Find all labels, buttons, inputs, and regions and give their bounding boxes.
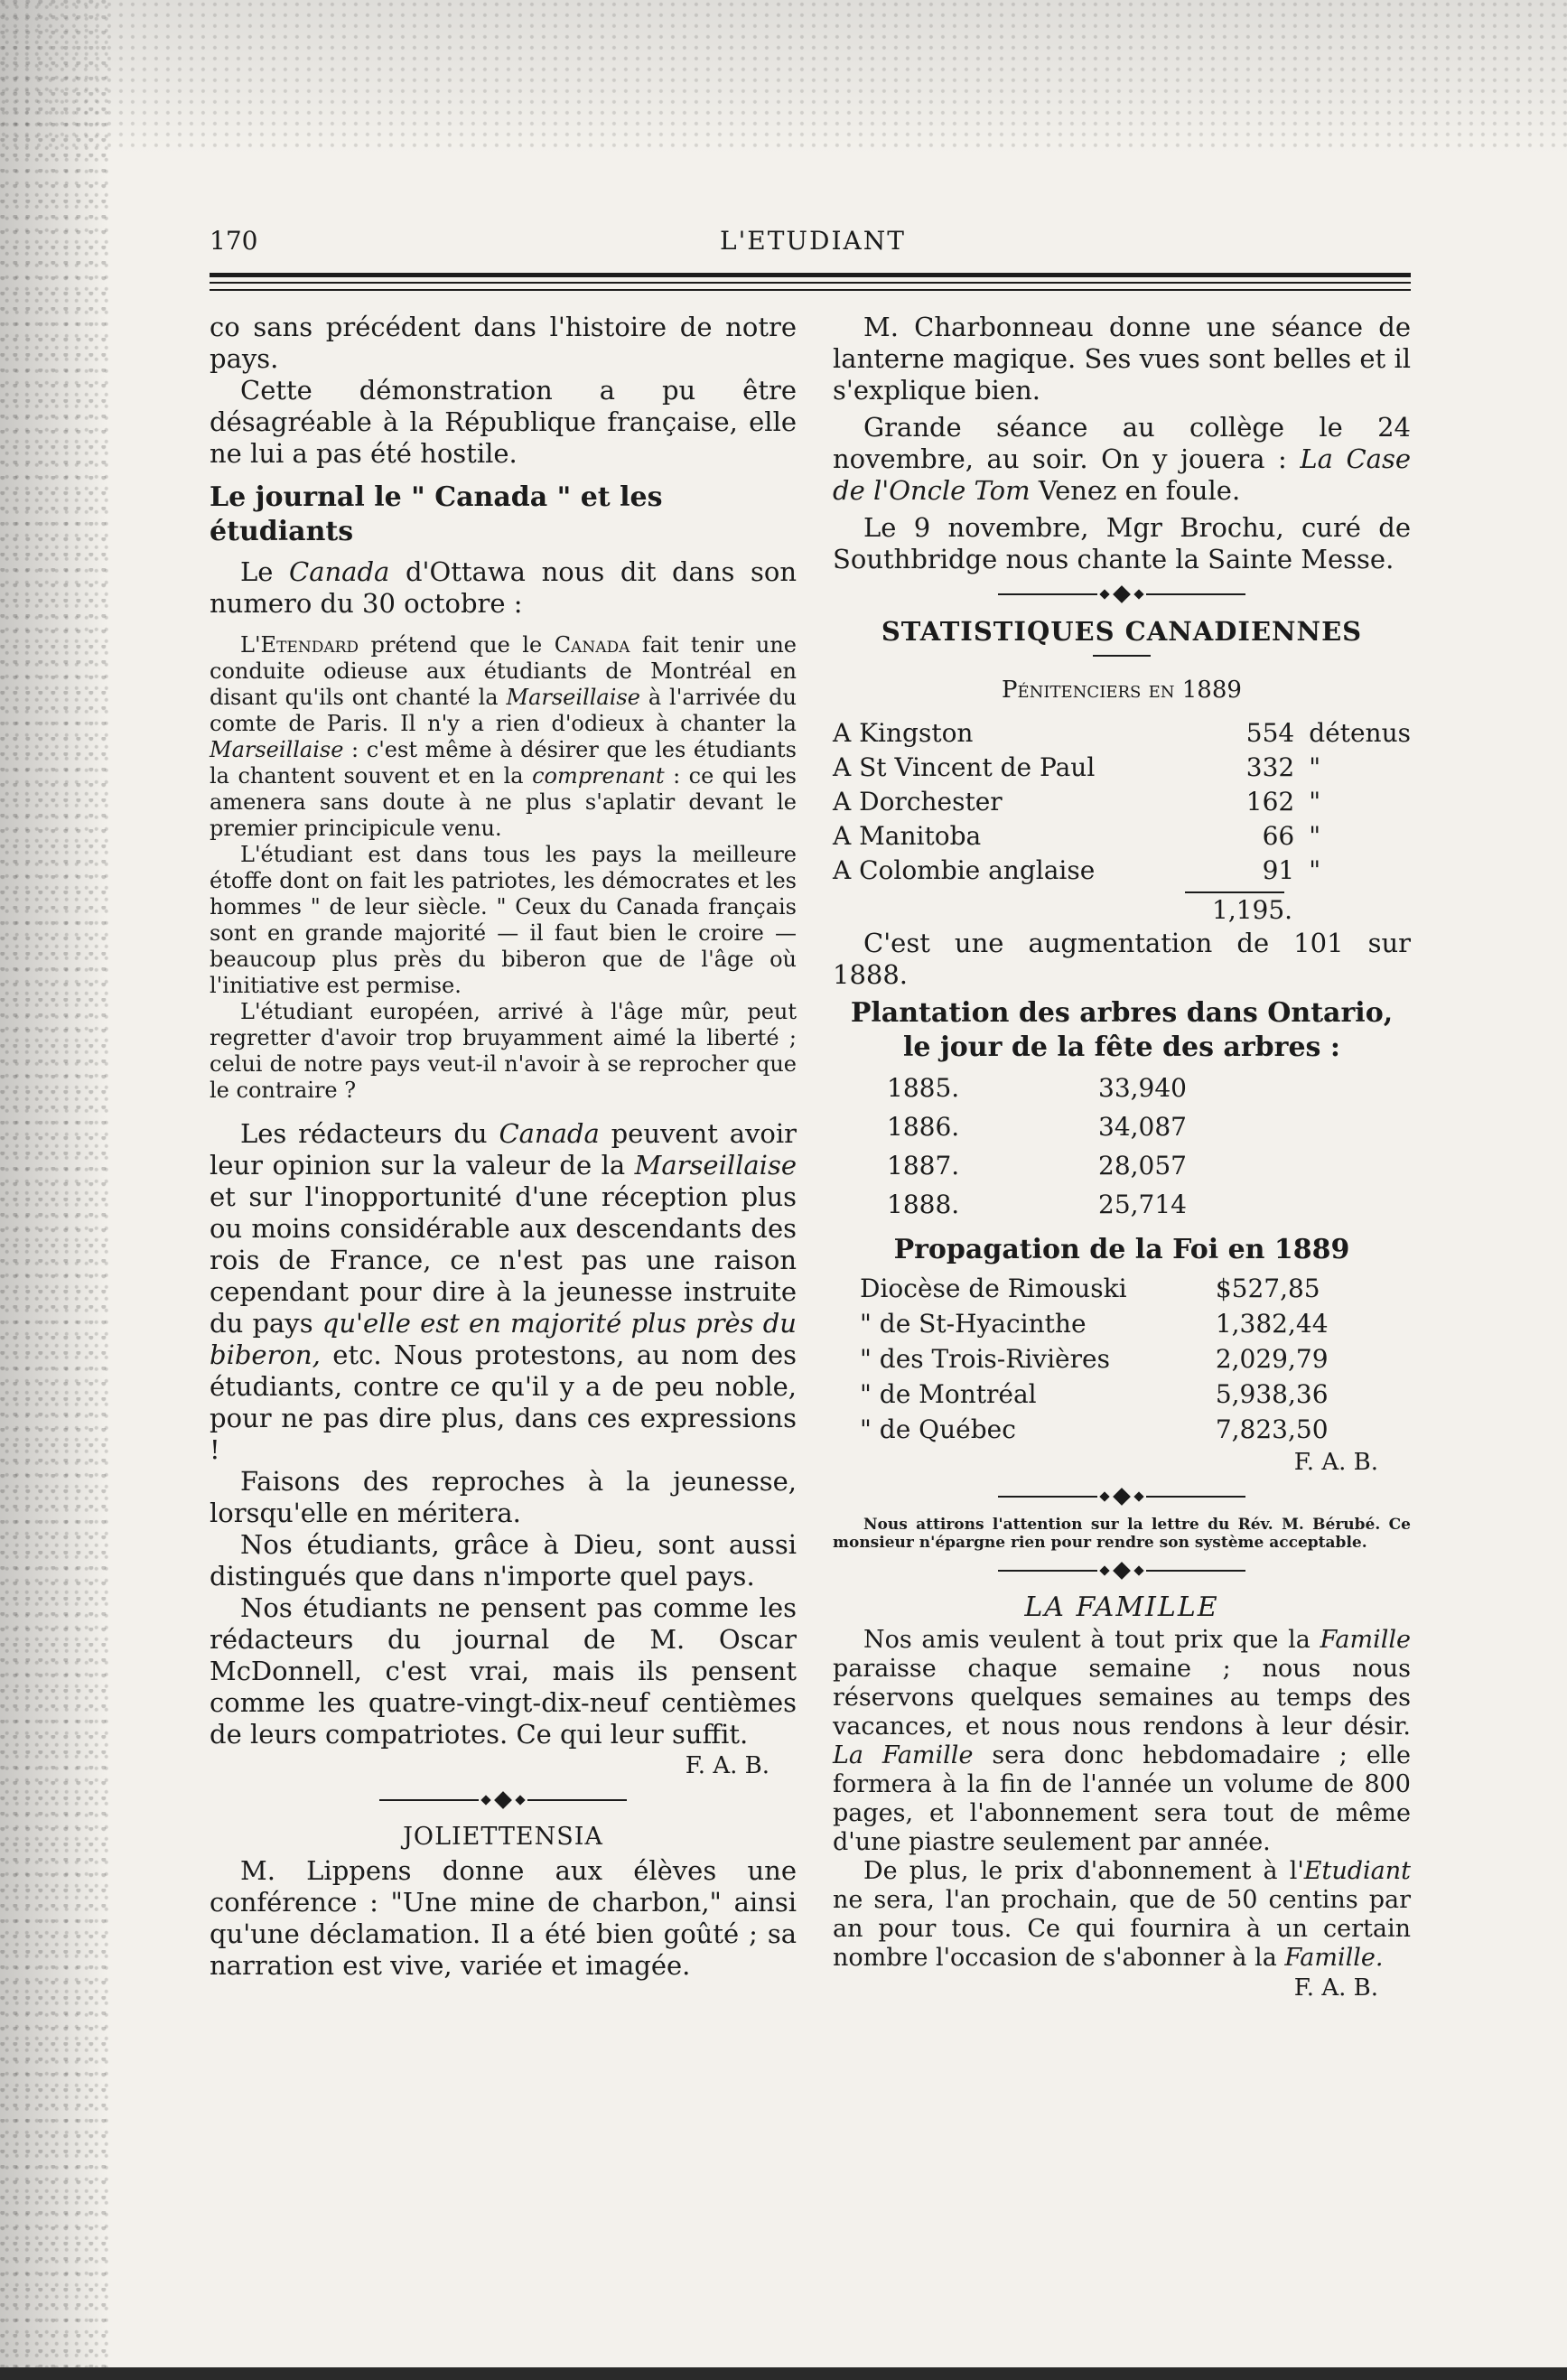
diocese-name: " de Québec xyxy=(860,1414,1016,1444)
diocese-amount: $527,85 xyxy=(1215,1274,1320,1303)
paragraph: Cette démonstration a pu être désagréable à la République française, elle ne lui a pas été hostile. xyxy=(210,375,797,469)
diocese-amount: 1,382,44 xyxy=(1215,1309,1329,1339)
diocese-amount: 7,823,50 xyxy=(1215,1414,1329,1444)
section-ornament xyxy=(833,1557,1411,1584)
penitentiary-unit: " xyxy=(1309,787,1321,817)
penitentiary-unit: " xyxy=(1309,855,1321,885)
table-row xyxy=(887,1069,1357,1107)
table-row xyxy=(833,716,1411,751)
penitentiary-name: A Kingston xyxy=(833,718,974,748)
penitentiary-unit: " xyxy=(1309,821,1321,851)
paragraph: C'est une augmentation de 101 sur 1888. xyxy=(833,928,1411,990)
tree-count: 28,057 xyxy=(1098,1151,1187,1181)
header-rule-double xyxy=(210,289,1411,291)
penitentiary-unit: " xyxy=(1309,752,1321,782)
table-row xyxy=(860,1412,1366,1447)
table-row xyxy=(887,1185,1357,1224)
table-row xyxy=(833,819,1411,854)
table-row xyxy=(860,1341,1366,1377)
paragraph: Grande séance au collège le 24 novembre, au soir. On y jouera : La Case de l'Oncle Tom Venez en foule. xyxy=(833,412,1412,506)
section-ornament xyxy=(833,1483,1411,1510)
page-number: 170 xyxy=(210,226,258,256)
diocese-name: " de St-Hyacinthe xyxy=(860,1309,1087,1339)
diocese-name: " de Montréal xyxy=(860,1379,1037,1409)
table-row xyxy=(833,854,1411,888)
editor-note: Nous attirons l'attention sur la lettre du Rév. M. Bérubé. Ce monsieur n'épargne rien pour rendre son système acceptable. xyxy=(833,1516,1411,1552)
paragraph: Nos étudiants ne pensent pas comme les rédacteurs du journal de M. Oscar McDonnell, c'est vrai, mais ils pensent comme les quatre-vingt-dix-neuf centièmes de leurs compatriotes. Ce qui leur suffit. xyxy=(210,1592,797,1750)
table-row xyxy=(833,785,1411,819)
signature: F. A. B. xyxy=(1293,1449,1378,1476)
penitentiary-count: 66 xyxy=(1262,821,1295,851)
section-ornament xyxy=(833,581,1411,608)
scan-noise-top xyxy=(0,0,1567,154)
penitentiary-total: 1,195. xyxy=(1212,895,1293,925)
paragraph: Nos étudiants, grâce à Dieu, sont aussi distingués que dans n'importe quel pays. xyxy=(210,1529,797,1591)
penitentiary-name: A Colombie anglaise xyxy=(833,855,1096,885)
sub-heading: Pénitenciers en 1889 xyxy=(1002,677,1242,704)
tree-count: 25,714 xyxy=(1098,1190,1187,1219)
diocese-name: Diocèse de Rimouski xyxy=(860,1274,1127,1303)
table-row xyxy=(887,1146,1357,1185)
tree-count: 33,940 xyxy=(1098,1073,1187,1103)
signature: F. A. B. xyxy=(1293,1974,1378,2002)
right-column xyxy=(833,312,1411,2003)
penitentiary-name: A Manitoba xyxy=(833,821,982,851)
quoted-paragraph: L'étudiant européen, arrivé à l'âge mûr, peut regretter d'avoir trop bruyamment aimé la liberté ; celui de notre pays veut-il n'avoir à se reprocher que le contraire ? xyxy=(210,999,797,1103)
article-heading: Le journal le " Canada " et les étudiants xyxy=(210,481,663,547)
paragraph: Les rédacteurs du Canada peuvent avoir leur opinion sur la valeur de la Marseillaise et sur l'inopportunité d'une réception plus ou moins considérable aux descendants des rois de France, ce n'est pas une raison cependant pour dire à la jeunesse instruite du pays qu'elle est en majorité plus près du biberon, etc. Nous protestons, au nom des étudiants, contre ce qu'il y a de peu noble, pour ne pas dire plus, dans ces expressions ! xyxy=(210,1118,797,1465)
table-row xyxy=(860,1306,1366,1341)
penitentiary-table xyxy=(833,716,1411,888)
diocese-name: " des Trois-Rivières xyxy=(860,1344,1110,1374)
header-rule-thick xyxy=(210,273,1411,277)
page-header xyxy=(210,226,1411,255)
paragraph: Nos amis veulent à tout prix que la Famille paraisse chaque semaine ; nous nous réservons quelques semaines au temps des vacances, et nous nous rendons à leur désir. La Famille sera donc hebdomadaire ; elle formera à la fin de l'année un volume de 800 pages, et l'abonnement sera tout de même d'une piastre seulement par année. xyxy=(833,1626,1411,1856)
section-heading: STATISTIQUES CANADIENNES xyxy=(881,616,1363,647)
section-ornament xyxy=(210,1787,797,1814)
section-heading: Plantation des arbres dans Ontario, le jour de la fête des arbres : xyxy=(850,997,1394,1063)
tree-year: 1885. xyxy=(887,1073,960,1103)
paragraph: co sans précédent dans l'histoire de notre pays. xyxy=(210,312,797,374)
quoted-paragraph: L'Etendard prétend que le Canada fait tenir une conduite odieuse aux étudiants de Montréal en disant qu'ils ont chanté la Marseillaise à l'arrivée du comte de Paris. Il n'y a rien d'odieux à chanter la Marseillaise : c'est même à désirer que les étudiants la chantent souvent et en la comprenant : ce qui les amenera sans doute à ne plus s'aplatir devant le premier principicule venu. xyxy=(210,632,797,841)
paragraph: M. Charbonneau donne une séance de lanterne magique. Ses vues sont belles et il s'explique bien. xyxy=(833,312,1411,406)
paragraph: Faisons des reproches à la jeunesse, lorsqu'elle en méritera. xyxy=(210,1466,797,1528)
penitentiary-count: 554 xyxy=(1245,718,1295,748)
table-row xyxy=(860,1377,1366,1412)
section-heading: Propagation de la Foi en 1889 xyxy=(893,1234,1350,1265)
paragraph: De plus, le prix d'abonnement à l'Etudiant ne sera, l'an prochain, que de 50 centins par an pour tous. Ce qui fournira à un certain nombre l'occasion de s'abonner à la Famille. xyxy=(833,1857,1411,1972)
tree-count: 34,087 xyxy=(1098,1112,1187,1142)
penitentiary-unit: détenus xyxy=(1309,718,1411,748)
left-column xyxy=(210,312,797,1982)
penitentiary-name: A St Vincent de Paul xyxy=(833,752,1096,782)
paragraph: M. Lippens donne aux élèves une conférence : "Une mine de charbon," ainsi qu'une déclamation. Il a été bien goûté ; sa narration est vive, variée et imagée. xyxy=(210,1855,797,1981)
heading-rule xyxy=(1093,655,1151,657)
tree-year: 1886. xyxy=(887,1112,960,1142)
penitentiary-count: 332 xyxy=(1245,752,1295,782)
diocese-amount: 2,029,79 xyxy=(1215,1344,1329,1374)
scan-border-bottom xyxy=(0,2367,1567,2380)
quoted-paragraph: L'étudiant est dans tous les pays la meilleure étoffe dont on fait les patriotes, les démocrates et les hommes " de leur siècle. " Ceux du Canada français sont en grande majorité — il faut bien le croire — beaucoup plus près du biberon que de l'âge où l'initiative est permise. xyxy=(210,842,797,998)
penitentiary-count: 91 xyxy=(1262,855,1295,885)
header-rule-thin xyxy=(210,282,1411,284)
diocese-table xyxy=(860,1271,1366,1447)
signature: F. A. B. xyxy=(685,1752,770,1779)
section-heading: LA FAMILLE xyxy=(1024,1591,1219,1623)
paragraph: Le Canada d'Ottawa nous dit dans son numero du 30 octobre : xyxy=(210,556,797,619)
section-heading: JOLIETTENSIA xyxy=(403,1823,603,1851)
tree-planting-table xyxy=(887,1069,1357,1224)
table-row xyxy=(833,751,1411,785)
penitentiary-count: 162 xyxy=(1245,787,1295,817)
penitentiary-name: A Dorchester xyxy=(833,787,1003,817)
tree-year: 1887. xyxy=(887,1151,960,1181)
scan-noise-left xyxy=(0,0,108,2380)
table-row xyxy=(860,1271,1366,1306)
tree-year: 1888. xyxy=(887,1190,960,1219)
table-row xyxy=(887,1107,1357,1146)
diocese-amount: 5,938,36 xyxy=(1215,1379,1329,1409)
running-title: L'ETUDIANT xyxy=(720,226,906,256)
paragraph: Le 9 novembre, Mgr Brochu, curé de Southbridge nous chante la Sainte Messe. xyxy=(833,512,1411,574)
